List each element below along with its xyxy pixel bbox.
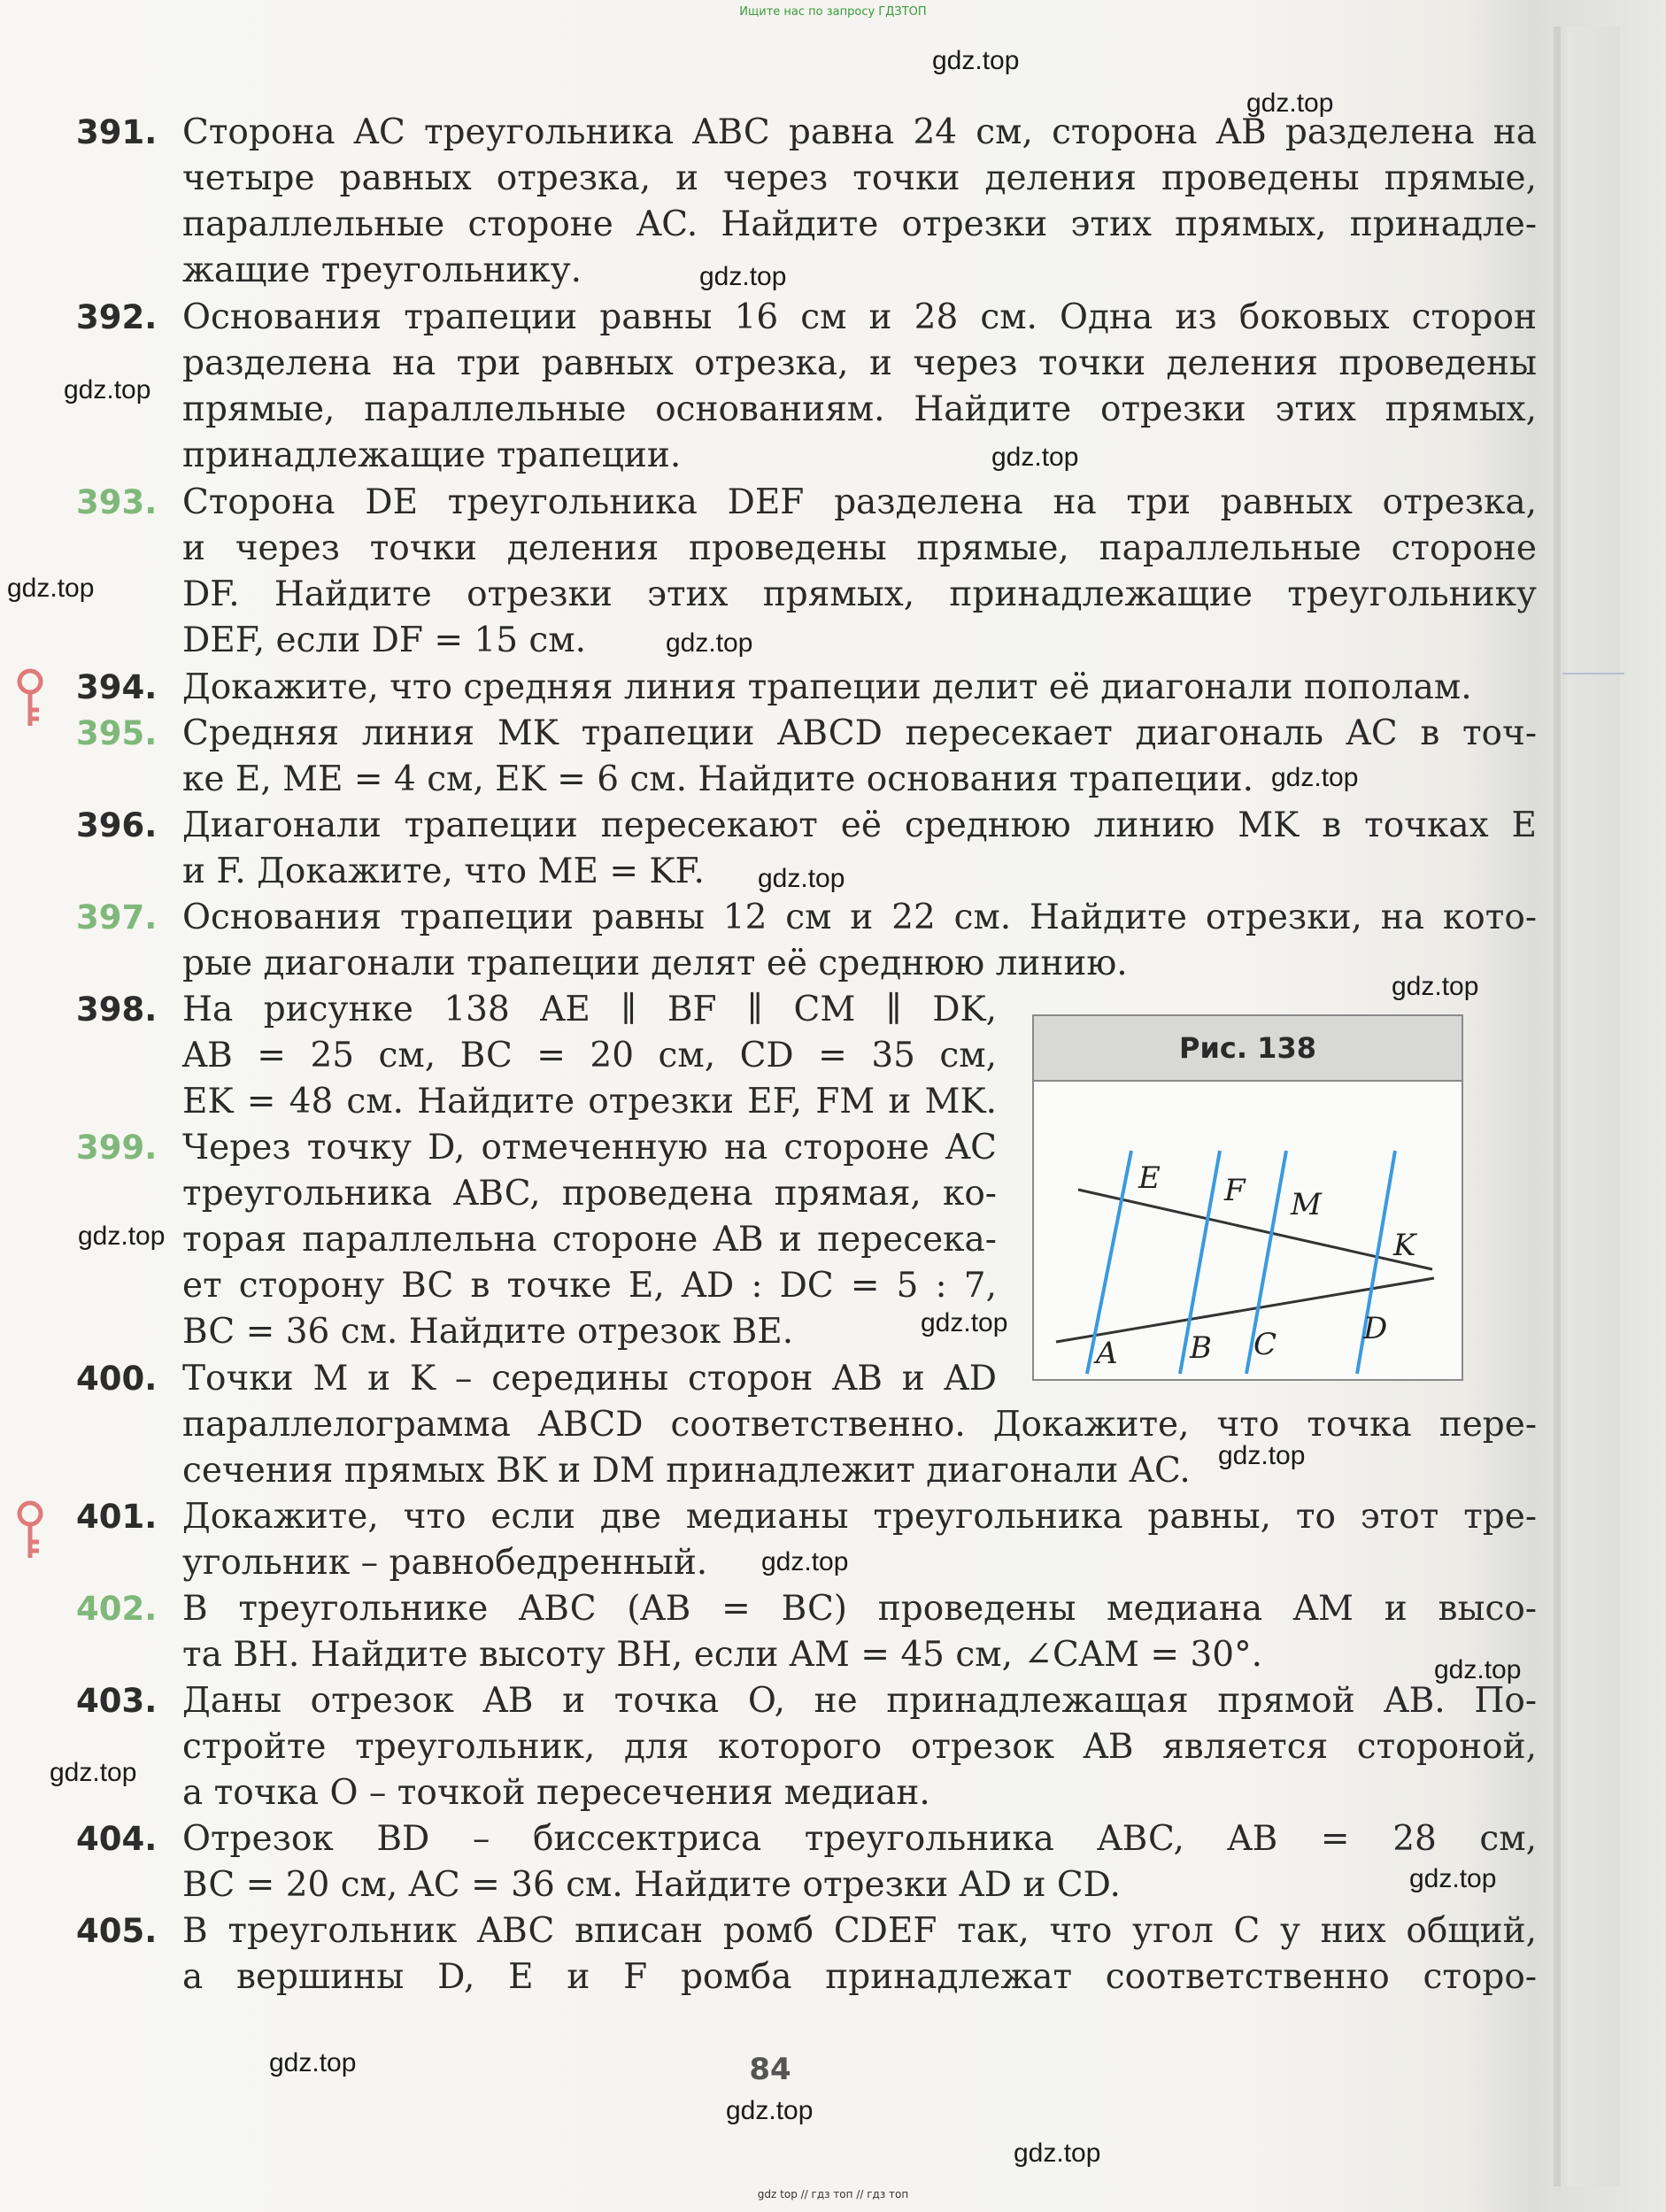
gutter-mark <box>1562 673 1624 674</box>
problem-text <box>182 1678 1537 1816</box>
problem-number: 403. <box>76 1682 158 1720</box>
problem-line: торая параллельна стороне AB и пересека- <box>182 1220 997 1260</box>
figure-drawing <box>1034 1082 1462 1379</box>
problem-line: та BH. Найдите высоту BH, если AM = 45 см, ∠CAM = 30°. <box>182 1635 1262 1675</box>
watermark: gdz.top <box>1434 1655 1522 1684</box>
problem-line: угольник – равнобедренный. <box>182 1543 708 1583</box>
problem-line: параллельные стороне AC. Найдите отрезки этих прямых, принадле- <box>182 204 1537 244</box>
problem-text <box>182 987 997 1125</box>
watermark: gdz.top <box>761 1547 849 1576</box>
watermark: gdz.top <box>1246 89 1334 118</box>
page-gutter <box>1567 27 1620 2186</box>
watermark: gdz.top <box>758 864 845 893</box>
problem-text <box>182 295 1537 479</box>
watermark: gdz.top <box>932 46 1020 75</box>
problem-line: Через точку D, отмеченную на стороне AC <box>182 1128 997 1168</box>
watermark: gdz.top <box>50 1758 137 1787</box>
problem-line: жащие треугольнику. <box>182 250 582 290</box>
problem-line: EK = 48 см. Найдите отрезки EF, FM и MK. <box>182 1082 997 1121</box>
problem-line: Отрезок BD – биссектриса треугольника ABC, AB = 28 см, <box>182 1819 1537 1859</box>
problem-number: 391. <box>76 113 158 151</box>
problem-number: 401. <box>76 1498 158 1536</box>
problem-line: рые диагонали трапеции делят её среднюю линию. <box>182 944 1128 983</box>
problem-number: 405. <box>76 1912 158 1950</box>
figure-caption: Рис. 138 <box>1034 1016 1462 1082</box>
watermark: gdz.top <box>666 628 753 658</box>
problem-text <box>182 711 1537 803</box>
watermark: gdz.top <box>78 1222 166 1251</box>
watermark: gdz.top <box>1271 763 1359 792</box>
problem-line: BC = 36 см. Найдите отрезок BE. <box>182 1312 794 1352</box>
problem-number: 398. <box>76 990 158 1029</box>
watermark: gdz.top <box>64 375 151 405</box>
key-icon <box>12 667 48 729</box>
problem-line: принадлежащие трапеции. <box>182 435 682 475</box>
label-f: F <box>1224 1173 1246 1208</box>
watermark: gdz.top <box>1218 1441 1306 1470</box>
problem-line: треугольника ABC, проведена прямая, ко- <box>182 1174 997 1214</box>
label-e: E <box>1138 1160 1161 1196</box>
problem-line: и F. Докажите, что ME = KF. <box>182 852 705 891</box>
problem-line: Диагонали трапеции пересекают её среднюю линию MK в точках E <box>182 805 1537 845</box>
problem-line: BC = 20 см, AC = 36 см. Найдите отрезки AD и CD. <box>182 1865 1121 1905</box>
problem-text <box>182 895 1537 987</box>
problem-text <box>182 1494 1537 1586</box>
problem-line: ет сторону BC в точке E, AD : DC = 5 : 7, <box>182 1266 997 1306</box>
problem-number: 395. <box>76 714 158 752</box>
page-spine <box>1554 27 1561 2186</box>
problem-line: AB = 25 см, BC = 20 см, CD = 35 см, <box>182 1036 997 1075</box>
problem-text <box>182 110 1537 294</box>
label-m: M <box>1291 1187 1322 1222</box>
label-k: K <box>1393 1228 1416 1263</box>
problem-line: ке E, ME = 4 см, EK = 6 см. Найдите основания трапеции. <box>182 759 1254 799</box>
problem-text <box>182 803 1537 895</box>
problem-line: сечения прямых BK и DM принадлежит диагонали AC. <box>182 1451 1191 1491</box>
problem-number: 396. <box>76 806 158 844</box>
problem-number: 394. <box>76 668 158 706</box>
problem-number: 402. <box>76 1590 158 1628</box>
upper-line <box>1078 1190 1432 1269</box>
problem-line: Основания трапеции равны 16 см и 28 см. Одна из боковых сторон <box>182 297 1537 337</box>
problem-line: Докажите, что средняя линия трапеции делит её диагонали пополам. <box>182 667 1472 707</box>
problem-line: Средняя линия MK трапеции ABCD пересекает диагональ AC в точ- <box>182 713 1537 753</box>
problem-number: 393. <box>76 483 158 521</box>
problem-line: а вершины D, E и F ромба принадлежат соответственно сторо- <box>182 1957 1537 1997</box>
problem-line: а точка O – точкой пересечения медиан. <box>182 1773 930 1813</box>
problem-line: DEF, если DF = 15 см. <box>182 620 587 660</box>
problem-line: параллелограмма ABCD соответственно. Докажите, что точка пере- <box>182 1405 1537 1445</box>
problem-line: Сторона DE треугольника DEF разделена на три равных отрезка, <box>182 482 1537 522</box>
problem-number: 400. <box>76 1360 158 1398</box>
label-a: A <box>1096 1336 1118 1371</box>
problem-line: Докажите, что если две медианы треугольника равны, то этот тре- <box>182 1497 1537 1537</box>
label-c: C <box>1253 1327 1277 1362</box>
problem-line: В треугольнике ABC (AB = BC) проведены медиана AM и высо- <box>182 1589 1537 1629</box>
problem-number: 397. <box>76 898 158 936</box>
watermark: gdz.top <box>699 262 787 291</box>
problem-line: четыре равных отрезка, и через точки деления проведены прямые, <box>182 158 1537 198</box>
watermark: gdz.top <box>1409 1864 1497 1893</box>
watermark: gdz.top <box>1392 972 1479 1001</box>
problem-line: Точки M и K – середины сторон AB и AD <box>182 1359 997 1399</box>
problem-number: 404. <box>76 1820 158 1858</box>
problem-line: На рисунке 138 AE ∥ BF ∥ CM ∥ DK, <box>182 990 997 1029</box>
problem-line: прямые, параллельные основаниям. Найдите отрезки этих прямых, <box>182 389 1537 429</box>
problem-text <box>182 1908 1537 2000</box>
problem-line: В треугольник ABC вписан ромб CDEF так, что угол C у них общий, <box>182 1911 1537 1951</box>
watermark: gdz.top <box>7 574 95 603</box>
watermark: gdz.top <box>921 1308 1008 1337</box>
watermark: gdz.top <box>726 2096 814 2125</box>
problem-line: и через точки деления проведены прямые, параллельные стороне <box>182 528 1537 568</box>
problem-text <box>182 1586 1537 1678</box>
problem-line: Даны отрезок AB и точка O, не принадлежащая прямой AB. По- <box>182 1681 1537 1721</box>
watermark: gdz.top <box>269 2048 357 2077</box>
watermark: gdz.top <box>991 443 1079 472</box>
figure-138 <box>1032 1014 1463 1381</box>
page-number: 84 <box>749 2052 791 2087</box>
label-d: D <box>1363 1311 1388 1346</box>
top-banner: Ищите нас по запросу ГДЗТОП <box>739 5 927 19</box>
problem-line: Сторона AC треугольника ABC равна 24 см, сторона AB разделена на <box>182 112 1537 152</box>
problem-text <box>182 1816 1537 1908</box>
problem-text <box>182 480 1537 664</box>
problem-number: 392. <box>76 298 158 336</box>
watermark: gdz.top <box>1014 2139 1101 2168</box>
bottom-banner: gdz top // гдз топ // гдз топ <box>757 2188 909 2200</box>
label-b: B <box>1190 1330 1212 1366</box>
problem-number: 399. <box>76 1129 158 1167</box>
problem-line: стройте треугольник, для которого отрезок AB является стороной, <box>182 1727 1537 1767</box>
key-icon <box>12 1499 48 1561</box>
problem-text <box>182 1125 997 1355</box>
problem-line: разделена на три равных отрезка, и через точки деления проведены <box>182 343 1537 383</box>
problem-line: Основания трапеции равны 12 см и 22 см. Найдите отрезки, на кото- <box>182 898 1537 937</box>
problem-line: DF. Найдите отрезки этих прямых, принадлежащие треугольнику <box>182 574 1537 614</box>
problem-text <box>182 665 1537 711</box>
